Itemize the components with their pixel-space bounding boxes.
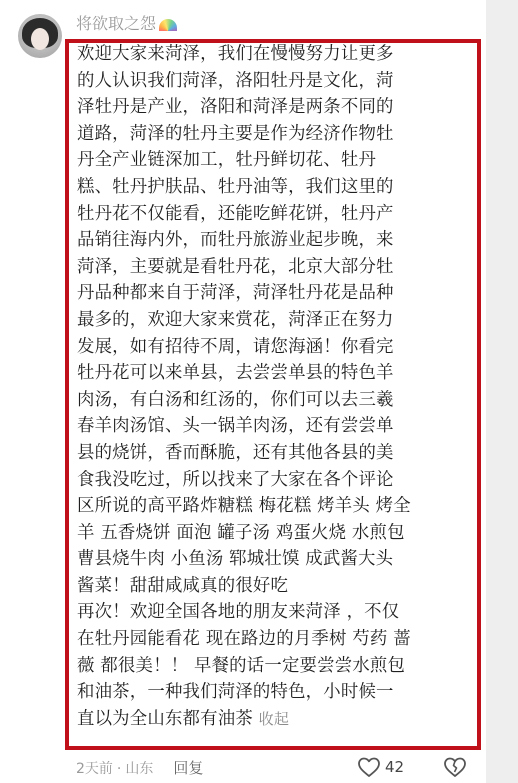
username[interactable] [76, 11, 177, 34]
comment-text [77, 41, 475, 732]
avatar[interactable] [18, 14, 62, 58]
comment-body: 欢迎大家来菏泽，我们在慢慢努力让更多 的人认识我们菏泽，洛阳牡丹是文化，菏 泽牡丹是产业，洛阳和菏泽是两条不同的 道路，菏泽的牡丹主要是作为经济作物牡 丹全产业链深加工，牡丹鲜切花、牡丹 糕、牡丹护肤品、牡丹油等，我们这里的 牡丹花不仅能看，还能吃鲜花饼，牡丹产 品销往海内外，而牡丹旅游业起步晚，来 菏泽，主要就是看牡丹花，北京大部分牡 丹品种都来自于菏泽，菏泽牡丹花是品种 最多的，欢迎大家来赏花，菏泽正在努力 发展，如有招待不周，请您海涵！你看完 牡丹花可以来单县，去尝尝单县的特色羊 肉汤，有白汤和红汤的，你们可以去三羲 春羊肉汤馆、头一锅羊肉汤，还有尝尝单 县的烧饼，香而酥脆，还有其他各县的美 食我没吃过，所以找来了大家在各个评论 区所说的高平路炸糖糕 梅花糕 烤羊头 烤全 羊 五香烧饼 面泡 罐子汤 鸡蛋火烧 水煎包 曹县烧牛肉 小鱼汤 郓城壮馍 成武酱大头 酱菜！甜甜咸咸真的很好吃 再次！欢迎全国各地的朋友来菏泽 ，不仅 在牡丹园能看花 现在路边的月季树 芍药 蔷 薇 都很美！！ 早餐的话一定要尝尝水煎包 和油茶，一种我们菏泽的特色，小时候一 直以为全山东都有油茶 [77, 44, 411, 729]
heart-icon [357, 756, 381, 778]
meta-separator: · [116, 761, 122, 777]
broken-heart-icon [443, 756, 467, 778]
right-edge-strip [486, 0, 518, 783]
collapse-link[interactable]: 收起 [258, 709, 290, 728]
username-text: 将欲取之怨 [76, 14, 157, 33]
comment-meta [76, 757, 203, 778]
reply-button[interactable]: 回复 [173, 759, 204, 777]
avatar-face [31, 28, 49, 50]
like-button[interactable] [357, 756, 404, 778]
rainbow-icon [159, 19, 177, 31]
dislike-button[interactable] [443, 756, 467, 782]
comment-time: 2天前 [76, 761, 113, 777]
comment-location: 山东 [125, 761, 154, 777]
like-count: 42 [385, 758, 405, 776]
